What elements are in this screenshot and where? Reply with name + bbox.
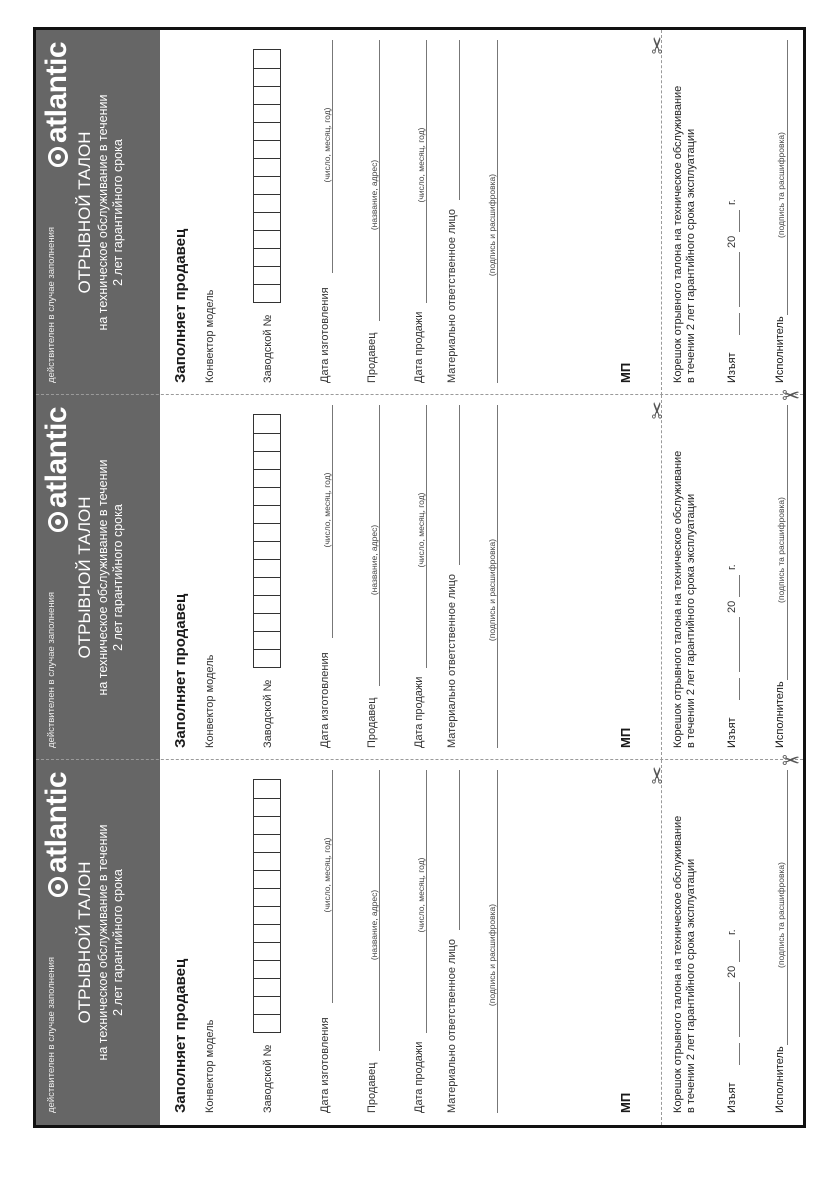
brand-logo-icon bbox=[48, 147, 68, 167]
withdrawn-year-field[interactable] bbox=[739, 210, 740, 232]
coupon-separator-2 bbox=[36, 394, 803, 395]
coupon-2 bbox=[36, 395, 803, 760]
year-prefix: 20 bbox=[726, 235, 738, 248]
section-title: Заполняет продавец bbox=[172, 228, 189, 383]
stamp-place: МП bbox=[618, 1092, 633, 1113]
brand-logo bbox=[40, 407, 74, 532]
withdrawn-label: Изъят bbox=[726, 352, 738, 383]
stub-text bbox=[672, 43, 698, 383]
stub-text-line1: Корешок отрывного талона на техническое обслуживание bbox=[672, 85, 684, 383]
coupon-subtitle-line1: на техническое обслуживание в течении bbox=[96, 824, 110, 1061]
scissors-icon: ✂ bbox=[645, 401, 670, 420]
responsible-label: Материально ответственное лицо bbox=[446, 209, 458, 383]
coupon-header bbox=[36, 760, 160, 1125]
responsible-field[interactable] bbox=[459, 770, 460, 930]
responsible-field[interactable] bbox=[459, 40, 460, 200]
brand-logo bbox=[40, 42, 74, 167]
executor-signature-field[interactable] bbox=[787, 770, 788, 1045]
stub-text-line2: в течении 2 лет гарантийного срока эксплуатации bbox=[685, 858, 697, 1113]
executor-hint: (подпись та расшифровка) bbox=[776, 862, 786, 968]
manufacture-date-hint: (число, месяц, год) bbox=[322, 472, 332, 548]
responsible-signature-field[interactable] bbox=[497, 405, 498, 748]
coupon-title: ОТРЫВНОЙ ТАЛОН bbox=[75, 861, 94, 1024]
tear-line bbox=[661, 760, 662, 1125]
responsible-signature-hint: (подпись и расшифровка) bbox=[487, 903, 497, 1007]
scissors-icon: ✂ bbox=[781, 747, 801, 773]
brand-logo-icon bbox=[48, 512, 68, 532]
seller-hint: (название, адрес) bbox=[369, 524, 379, 596]
seller-label: Продавец bbox=[366, 1062, 378, 1113]
sale-date-hint: (число, месяц, год) bbox=[416, 127, 426, 203]
serial-number-boxes[interactable] bbox=[253, 414, 281, 668]
responsible-label: Материально ответственное лицо bbox=[446, 939, 458, 1113]
stub-text bbox=[672, 773, 698, 1113]
stamp-place: МП bbox=[618, 727, 633, 748]
executor-label: Исполнитель bbox=[774, 316, 786, 383]
coupon-title: ОТРЫВНОЙ ТАЛОН bbox=[75, 496, 94, 659]
seller-field[interactable] bbox=[379, 405, 380, 686]
executor-label: Исполнитель bbox=[774, 681, 786, 748]
responsible-label: Материально ответственное лицо bbox=[446, 574, 458, 748]
responsible-signature-field[interactable] bbox=[497, 40, 498, 383]
withdrawn-year-field[interactable] bbox=[739, 575, 740, 597]
sale-date-label: Дата продажи bbox=[413, 676, 425, 748]
withdrawn-month-field[interactable] bbox=[739, 252, 740, 307]
responsible-signature-hint: (подпись и расшифровка) bbox=[487, 538, 497, 642]
withdrawn-day-field[interactable] bbox=[739, 1043, 740, 1065]
tear-line bbox=[661, 395, 662, 760]
section-title: Заполняет продавец bbox=[172, 593, 189, 748]
seller-hint: (название, адрес) bbox=[369, 159, 379, 231]
manufacture-date-hint: (число, месяц, год) bbox=[322, 837, 332, 913]
manufacture-date-field[interactable] bbox=[332, 40, 333, 273]
model-label: Конвектор модель bbox=[204, 289, 216, 383]
withdrawn-label: Изъят bbox=[726, 717, 738, 748]
manufacture-date-label: Дата изготовления bbox=[319, 1017, 331, 1113]
brand-name: atlantic bbox=[40, 407, 73, 509]
scissors-icon: ✂ bbox=[645, 36, 670, 55]
manufacture-date-field[interactable] bbox=[332, 405, 333, 638]
withdrawn-day-field[interactable] bbox=[739, 313, 740, 335]
coupon-subtitle-line2: 2 лет гарантийного срока bbox=[111, 504, 125, 651]
coupon-subtitle-line2: 2 лет гарантийного срока bbox=[111, 139, 125, 286]
coupon-separator-1 bbox=[36, 759, 803, 760]
responsible-signature-field[interactable] bbox=[497, 770, 498, 1113]
brand-logo-icon bbox=[48, 877, 68, 897]
seller-field[interactable] bbox=[379, 770, 380, 1051]
responsible-field[interactable] bbox=[459, 405, 460, 565]
withdrawn-month-field[interactable] bbox=[739, 617, 740, 672]
scissors-icon: ✂ bbox=[781, 382, 801, 408]
model-label: Конвектор модель bbox=[204, 1019, 216, 1113]
brand-name: atlantic bbox=[40, 772, 73, 874]
coupon-1 bbox=[36, 760, 803, 1125]
serial-label: Заводской № bbox=[262, 1044, 274, 1113]
rotated-coupon-area bbox=[36, 30, 803, 1125]
serial-number-boxes[interactable] bbox=[253, 49, 281, 303]
seller-field[interactable] bbox=[379, 40, 380, 321]
coupon-header bbox=[36, 30, 160, 395]
stub-text bbox=[672, 408, 698, 748]
tear-line bbox=[661, 30, 662, 395]
year-suffix: г. bbox=[726, 929, 738, 935]
sale-date-hint: (число, месяц, год) bbox=[416, 857, 426, 933]
executor-hint: (подпись та расшифровка) bbox=[776, 497, 786, 603]
withdrawn-day-field[interactable] bbox=[739, 678, 740, 700]
seller-label: Продавец bbox=[366, 697, 378, 748]
year-suffix: г. bbox=[726, 199, 738, 205]
sale-date-field[interactable] bbox=[426, 405, 427, 668]
valid-note: действителен в случае заполнения bbox=[46, 226, 57, 383]
executor-signature-field[interactable] bbox=[787, 40, 788, 315]
valid-note: действителен в случае заполнения bbox=[46, 591, 57, 748]
sale-date-label: Дата продажи bbox=[413, 1041, 425, 1113]
coupon-3 bbox=[36, 30, 803, 395]
manufacture-date-field[interactable] bbox=[332, 770, 333, 1003]
year-suffix: г. bbox=[726, 564, 738, 570]
coupon-header bbox=[36, 395, 160, 760]
year-prefix: 20 bbox=[726, 600, 738, 613]
coupon-subtitle-line1: на техническое обслуживание в течении bbox=[96, 459, 110, 696]
seller-label: Продавец bbox=[366, 332, 378, 383]
serial-number-boxes[interactable] bbox=[253, 779, 281, 1033]
withdrawn-label: Изъят bbox=[726, 1082, 738, 1113]
warranty-coupon-sheet bbox=[33, 27, 806, 1128]
coupon-subtitle-line2: 2 лет гарантийного срока bbox=[111, 869, 125, 1016]
seller-hint: (название, адрес) bbox=[369, 889, 379, 961]
sale-date-label: Дата продажи bbox=[413, 311, 425, 383]
valid-note: действителен в случае заполнения bbox=[46, 956, 57, 1113]
brand-name: atlantic bbox=[40, 42, 73, 144]
section-title: Заполняет продавец bbox=[172, 958, 189, 1113]
stub-text-line2: в течении 2 лет гарантийного срока эксплуатации bbox=[685, 128, 697, 383]
serial-label: Заводской № bbox=[262, 314, 274, 383]
stamp-place: МП bbox=[618, 362, 633, 383]
coupon-subtitle-line1: на техническое обслуживание в течении bbox=[96, 94, 110, 331]
sale-date-hint: (число, месяц, год) bbox=[416, 492, 426, 568]
serial-label: Заводской № bbox=[262, 679, 274, 748]
executor-hint: (подпись та расшифровка) bbox=[776, 132, 786, 238]
brand-logo bbox=[40, 772, 74, 897]
manufacture-date-hint: (число, месяц, год) bbox=[322, 107, 332, 183]
sale-date-field[interactable] bbox=[426, 770, 427, 1033]
scissors-icon: ✂ bbox=[645, 766, 670, 785]
manufacture-date-label: Дата изготовления bbox=[319, 287, 331, 383]
stub-text-line2: в течении 2 лет гарантийного срока эксплуатации bbox=[685, 493, 697, 748]
stub-text-line1: Корешок отрывного талона на техническое обслуживание bbox=[672, 450, 684, 748]
stub-text-line1: Корешок отрывного талона на техническое обслуживание bbox=[672, 815, 684, 1113]
coupon-title: ОТРЫВНОЙ ТАЛОН bbox=[75, 131, 94, 294]
executor-label: Исполнитель bbox=[774, 1046, 786, 1113]
withdrawn-year-field[interactable] bbox=[739, 940, 740, 962]
manufacture-date-label: Дата изготовления bbox=[319, 652, 331, 748]
withdrawn-month-field[interactable] bbox=[739, 982, 740, 1037]
executor-signature-field[interactable] bbox=[787, 405, 788, 680]
sale-date-field[interactable] bbox=[426, 40, 427, 303]
responsible-signature-hint: (подпись и расшифровка) bbox=[487, 173, 497, 277]
year-prefix: 20 bbox=[726, 965, 738, 978]
model-label: Конвектор модель bbox=[204, 654, 216, 748]
